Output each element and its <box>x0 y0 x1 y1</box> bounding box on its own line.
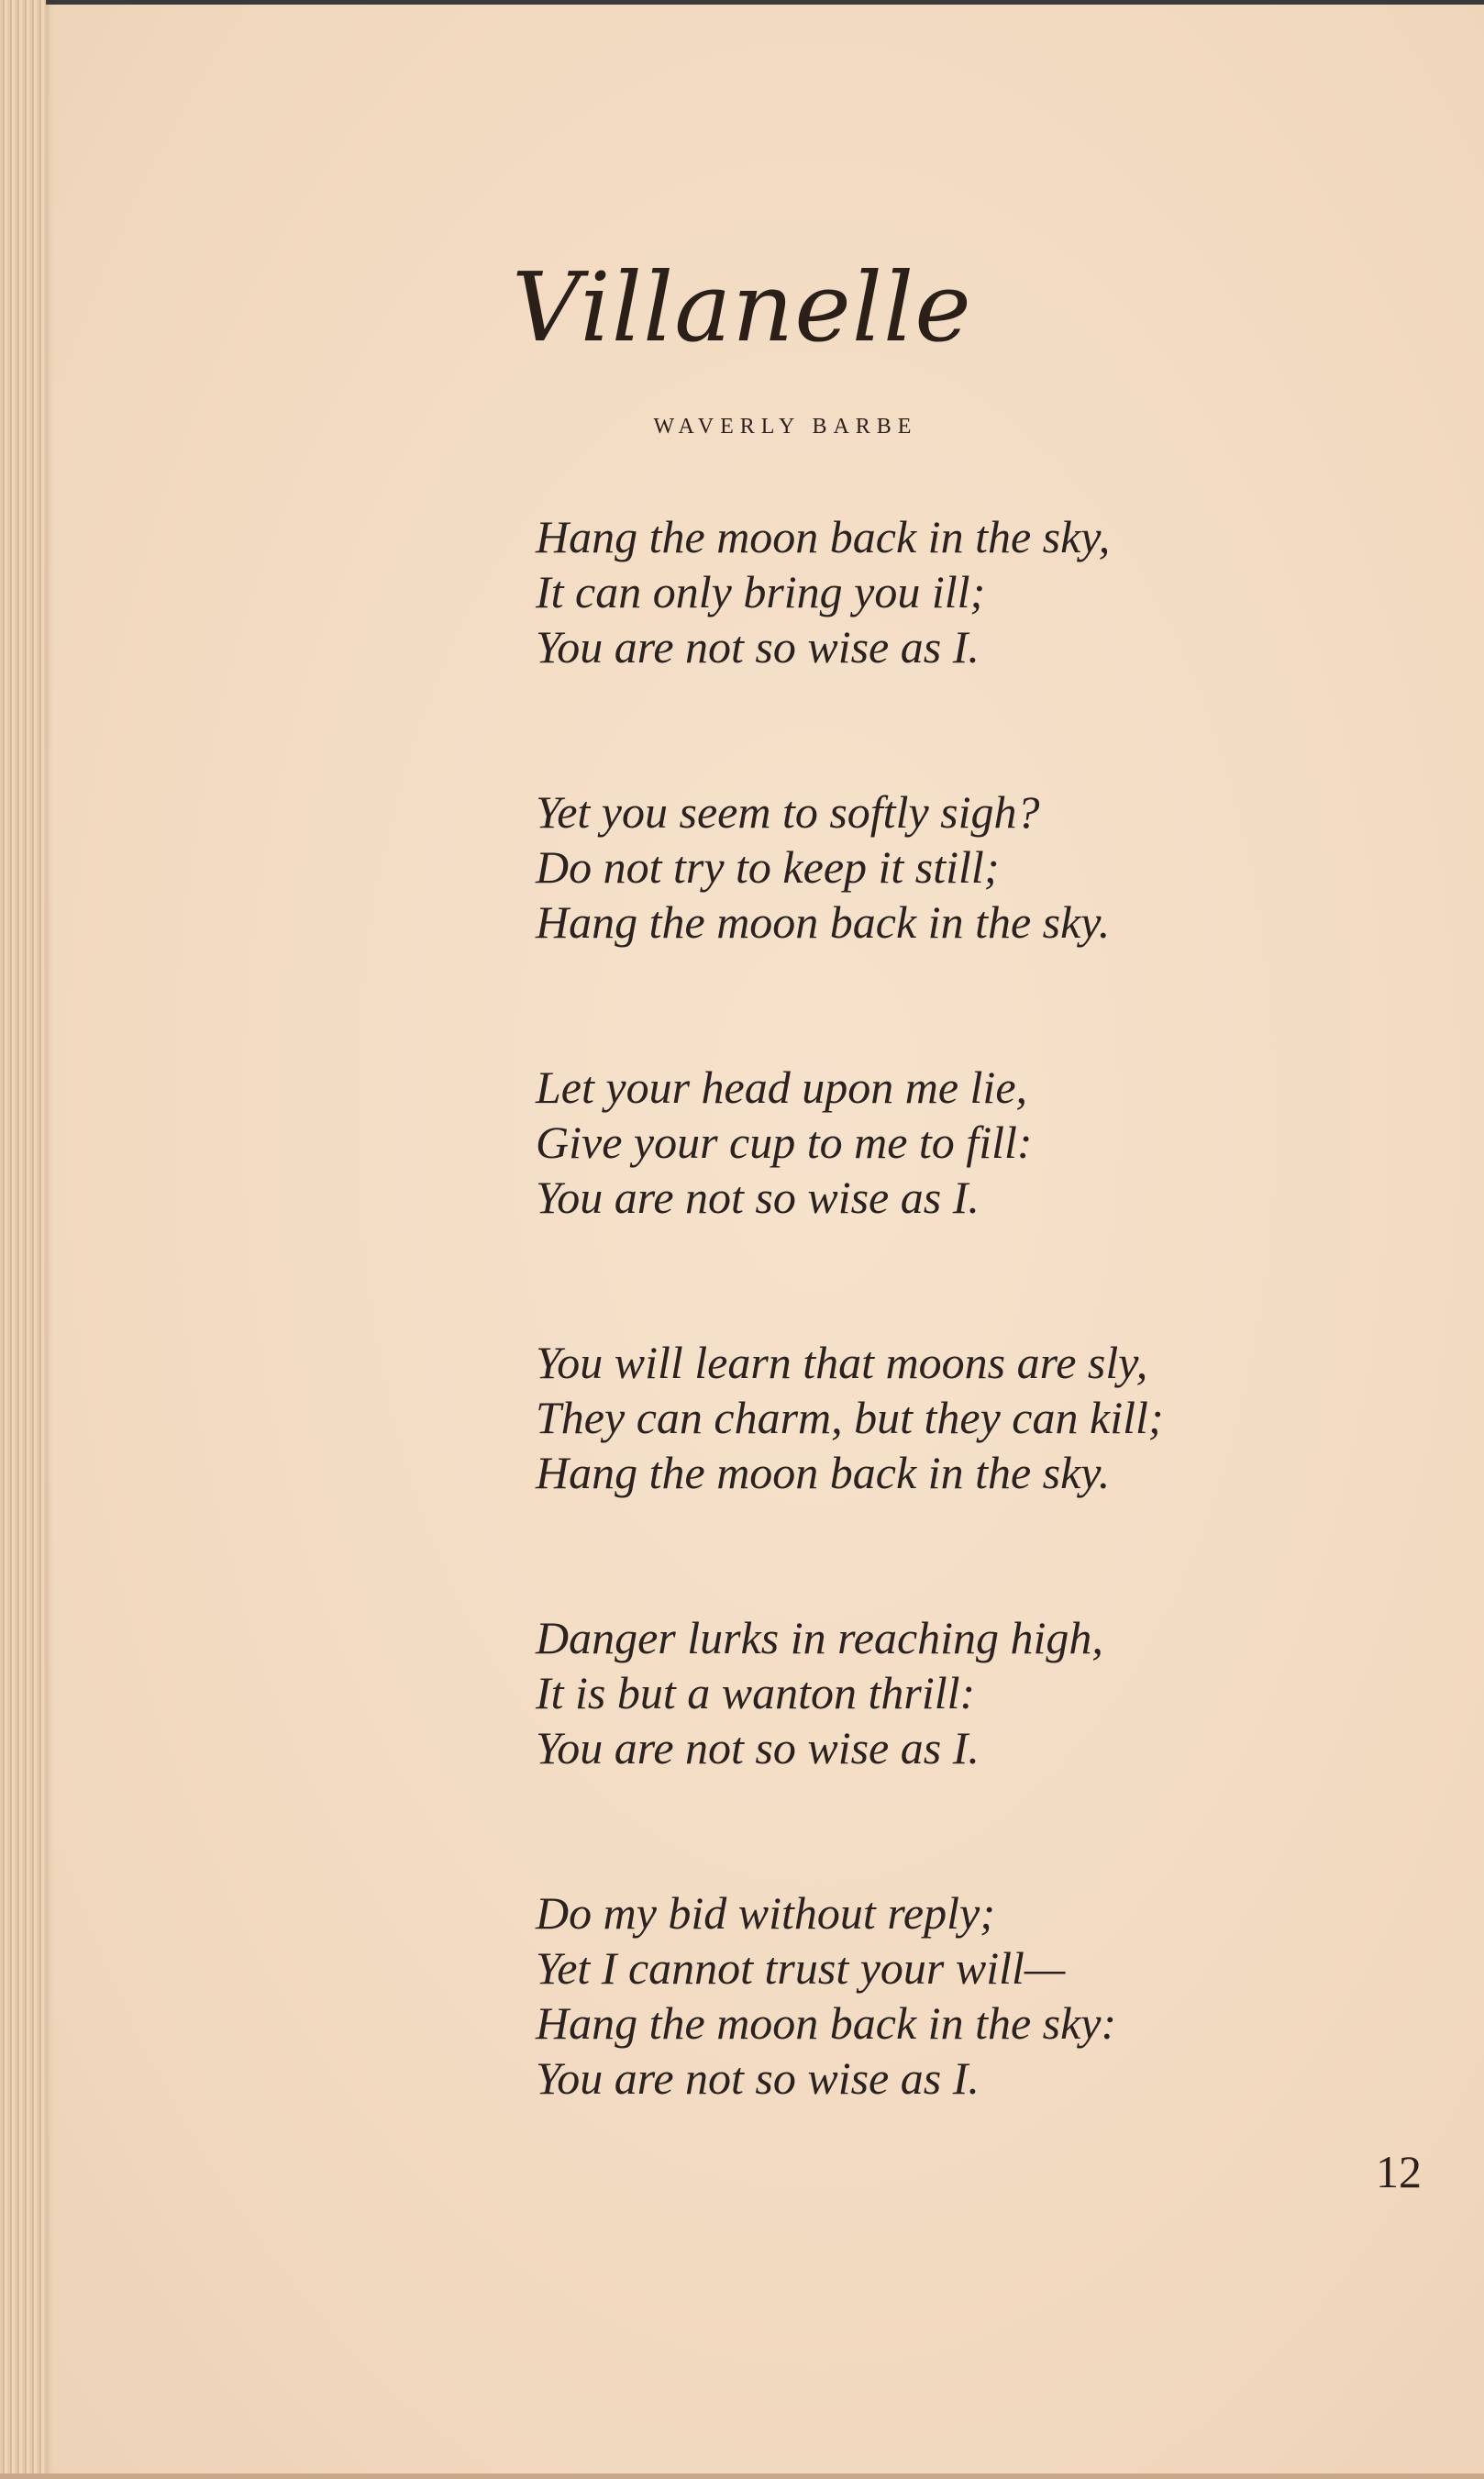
poem-line: Danger lurks in reaching high, <box>536 1612 1103 1663</box>
poem-line: Yet I cannot trust your will— <box>536 1942 1066 1994</box>
poem-title: Villanelle <box>512 251 972 363</box>
poem-line: They can charm, but they can kill; <box>536 1392 1164 1443</box>
stanza <box>536 1610 1361 1775</box>
poem-line: Hang the moon back in the sky: <box>536 1997 1117 2049</box>
poem-line: You are not so wise as I. <box>536 1172 980 1223</box>
poem-line: Hang the moon back in the sky. <box>536 1447 1111 1498</box>
poem-line: It is but a wanton thrill: <box>536 1667 976 1718</box>
poem-line: Give your cup to me to fill: <box>536 1117 1033 1168</box>
stanza <box>536 1060 1361 1225</box>
poem-line: You are not so wise as I. <box>536 2052 980 2104</box>
stanza <box>536 1335 1361 1500</box>
poem-line: Hang the moon back in the sky, <box>536 511 1111 562</box>
poem-line: You are not so wise as I. <box>536 621 980 673</box>
top-edge <box>0 0 1484 5</box>
poem-line: Let your head upon me lie, <box>536 1062 1028 1113</box>
poem-line: You are not so wise as I. <box>536 1722 980 1773</box>
page-edges <box>0 0 46 2479</box>
stanza <box>536 1885 1361 2106</box>
poem-line: It can only bring you ill; <box>536 566 986 617</box>
poem-line: Yet you seem to softly sigh? <box>536 786 1040 838</box>
poem-line: Do not try to keep it still; <box>536 841 1000 893</box>
poem-line: Hang the moon back in the sky. <box>536 896 1111 948</box>
bottom-edge <box>0 2473 1484 2479</box>
stanza <box>536 509 1361 674</box>
poem-line: You will learn that moons are sly, <box>536 1337 1148 1388</box>
stanza <box>536 784 1361 950</box>
page-number: 12 <box>1376 2146 1422 2197</box>
poem-author: WAVERLY BARBE <box>653 415 918 439</box>
poem-line: Do my bid without reply; <box>536 1887 995 1939</box>
poem-body <box>536 509 1361 2216</box>
